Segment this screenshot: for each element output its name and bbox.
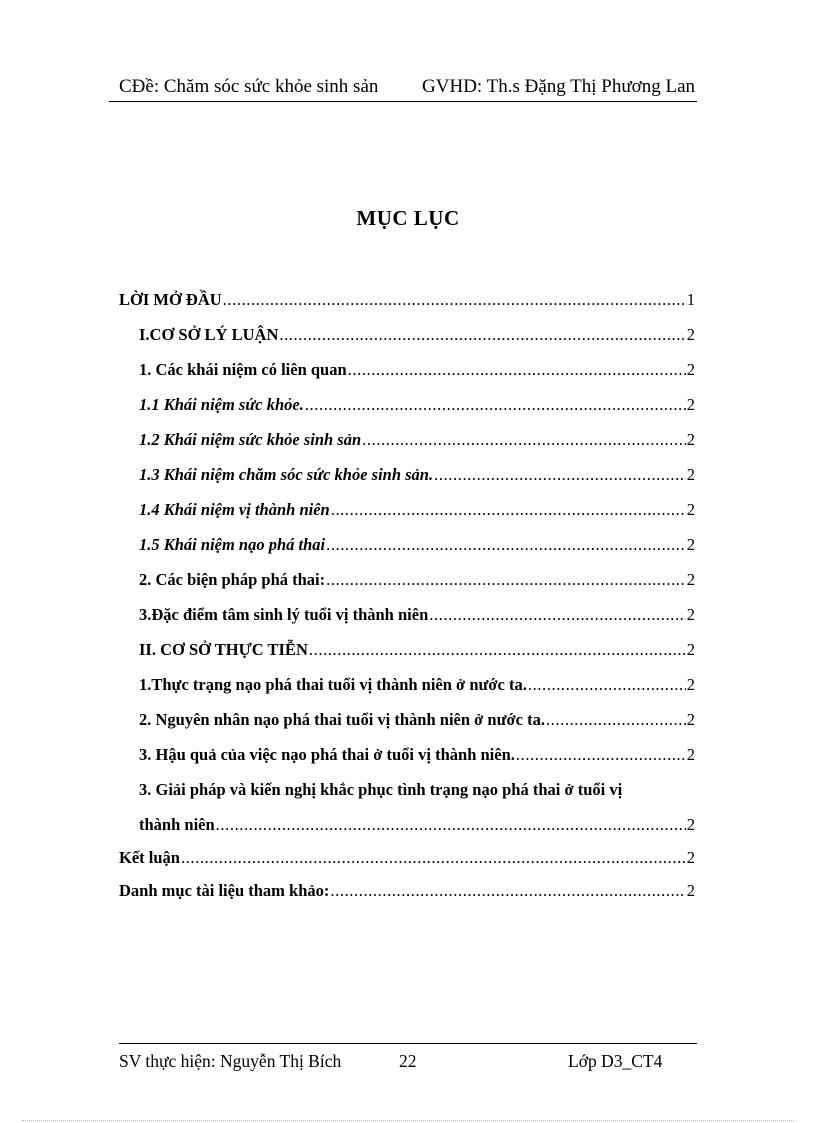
toc-entry-label: II. CƠ SỞ THỰC TIỄN xyxy=(139,640,308,659)
toc-leader-dots xyxy=(216,815,686,835)
header-topic: CĐề: Chăm sóc sức khỏe sinh sản xyxy=(119,76,379,97)
footer-page-number: 22 xyxy=(399,1051,417,1071)
toc-entry-bien-phap[interactable] xyxy=(139,570,695,600)
toc-entry-tai-lieu[interactable] xyxy=(119,881,695,911)
toc-entry-1-4[interactable] xyxy=(139,500,695,530)
toc-leader-dots xyxy=(326,570,686,590)
toc-leader-dots xyxy=(434,465,686,485)
toc-entry-loi-mo-dau[interactable] xyxy=(119,290,695,320)
toc-leader-dots xyxy=(331,500,686,520)
toc-leader-dots xyxy=(309,640,686,660)
toc-entry-page: 2 xyxy=(686,710,695,729)
toc-entry-1-1[interactable] xyxy=(139,395,695,425)
toc-entry-page: 2 xyxy=(686,745,695,764)
toc-leader-dots xyxy=(305,395,686,415)
toc-leader-dots xyxy=(362,430,686,450)
footer-class: Lớp D3_CT4 xyxy=(568,1051,663,1071)
toc-entry-label: 1.3 Khái niệm chăm sóc sức khỏe sinh sản. xyxy=(139,465,434,484)
footer-student: SV thực hiện: Nguyễn Thị Bích xyxy=(119,1051,342,1071)
toc-entry-page: 2 xyxy=(686,675,695,694)
toc-entry-label: Kết luận xyxy=(119,848,180,867)
toc-entry-1-3[interactable] xyxy=(139,465,695,495)
toc-entry-hau-qua[interactable] xyxy=(139,745,695,775)
toc-entry-label: 1.4 Khái niệm vị thành niên xyxy=(139,500,330,519)
toc-entry-cac-khai-niem[interactable] xyxy=(139,360,695,390)
toc-entry-page: 2 xyxy=(686,535,695,554)
toc-entry-page: 2 xyxy=(686,640,695,659)
toc-entry-page: 2 xyxy=(686,570,695,589)
toc-entry-label: 2. Các biện pháp phá thai: xyxy=(139,570,326,589)
toc-leader-dots xyxy=(279,325,685,345)
toc-entry-label: 2. Nguyên nhân nạo phá thai tuổi vị thành niên ở nước ta. xyxy=(139,710,545,729)
toc-entry-label-continued: thành niên xyxy=(139,815,215,834)
toc-entry-co-so-ly-luan[interactable] xyxy=(139,325,695,355)
toc-entry-giai-phap-continued[interactable] xyxy=(139,815,695,845)
toc-leader-dots xyxy=(223,290,686,310)
toc-entry-label: 3.Đặc điểm tâm sinh lý tuổi vị thành niên xyxy=(139,605,429,624)
toc-entry-nguyen-nhan[interactable] xyxy=(139,710,695,740)
toc-entry-1-2[interactable] xyxy=(139,430,695,460)
toc-entry-label: 1.2 Khái niệm sức khỏe sinh sản xyxy=(139,430,362,449)
toc-entry-giai-phap[interactable] xyxy=(139,780,695,810)
toc-leader-dots xyxy=(348,360,686,380)
toc-entry-page: 2 xyxy=(686,395,695,414)
toc-entry-1-5[interactable] xyxy=(139,535,695,565)
toc-entry-label: 1.Thực trạng nạo phá thai tuổi vị thành niên ở nước ta. xyxy=(139,675,527,694)
toc-leader-dots xyxy=(516,745,686,765)
toc-leader-dots xyxy=(181,848,686,868)
toc-leader-dots xyxy=(546,710,686,730)
toc-entry-page: 2 xyxy=(686,430,695,449)
toc-entry-label: 3. Giải pháp và kiến nghị khắc phục tình trạng nạo phá thai ở tuổi vị xyxy=(139,780,623,799)
toc-entry-ket-luan[interactable] xyxy=(119,848,695,878)
toc-leader-dots xyxy=(528,675,686,695)
toc-entry-page: 2 xyxy=(686,500,695,519)
toc-leader-dots xyxy=(429,605,686,625)
toc-entry-page: 2 xyxy=(686,325,695,344)
toc-entry-label: 3. Hậu quả của việc nạo phá thai ở tuổi vị thành niên. xyxy=(139,745,515,764)
page-header xyxy=(109,71,697,102)
toc-entry-label: 1.5 Khái niệm nạo phá thai xyxy=(139,535,326,554)
page-bottom-edge xyxy=(22,1120,794,1121)
toc-entry-thuc-trang[interactable] xyxy=(139,675,695,705)
toc-entry-label: LỜI MỞ ĐẦU xyxy=(119,290,222,309)
toc-entry-label: I.CƠ SỞ LÝ LUẬN xyxy=(139,325,279,344)
toc-entry-co-so-thuc-tien[interactable] xyxy=(139,640,695,670)
toc-entry-label: Danh mục tài liệu tham khảo: xyxy=(119,881,330,900)
toc-entry-page: 2 xyxy=(686,848,695,867)
toc-entry-label: 1. Các khái niệm có liên quan xyxy=(139,360,347,379)
toc-leader-dots xyxy=(330,881,685,901)
toc-entry-page: 2 xyxy=(686,465,695,484)
toc-entry-page: 2 xyxy=(686,360,695,379)
toc-entry-dac-diem[interactable] xyxy=(139,605,695,635)
page-title: MỤC LỤC xyxy=(356,206,460,230)
toc-entry-label: 1.1 Khái niệm sức khỏe. xyxy=(139,395,304,414)
toc-entry-page: 2 xyxy=(686,815,695,834)
footer-divider xyxy=(119,1043,697,1044)
toc-entry-page: 2 xyxy=(686,605,695,624)
toc-entry-page: 1 xyxy=(686,290,695,309)
header-supervisor: GVHD: Th.s Đặng Thị Phương Lan xyxy=(422,76,695,97)
toc-entry-page: 2 xyxy=(686,881,695,900)
toc-leader-dots xyxy=(326,535,686,555)
